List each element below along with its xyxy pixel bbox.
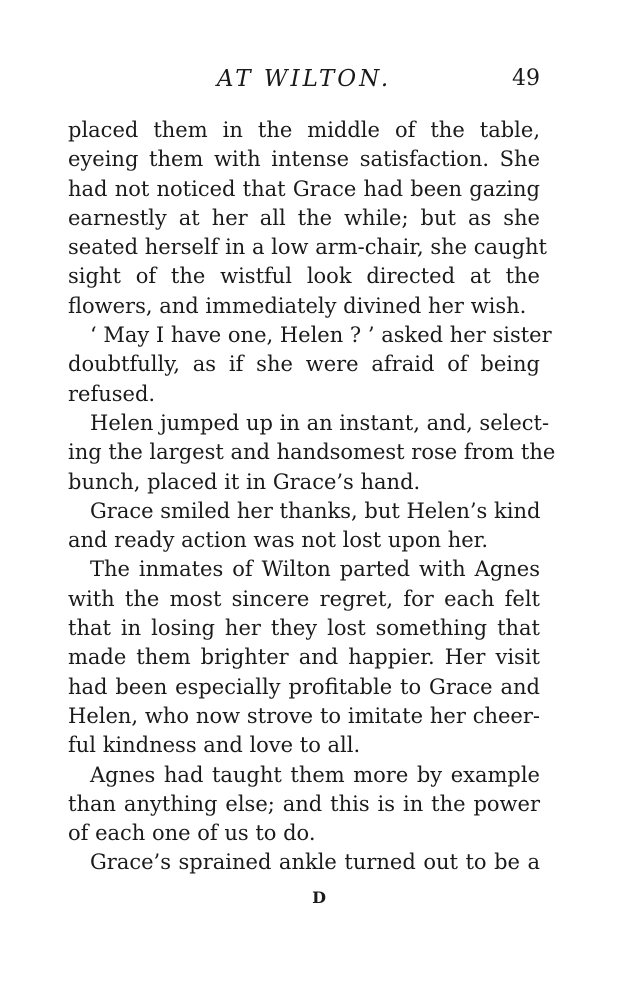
text-line: of each one of us to do. bbox=[68, 821, 316, 846]
text-line: Grace’s sprained ankle turned out to be a bbox=[90, 850, 540, 875]
paragraph bbox=[68, 497, 540, 556]
paragraph bbox=[68, 321, 552, 409]
text-line: Agnes had taught them more by example bbox=[90, 762, 540, 787]
text-line: Helen, who now strove to imitate her cheer- bbox=[68, 703, 540, 728]
text-line: with the most sincere regret, for each felt bbox=[68, 586, 540, 611]
text-line: that in losing her they lost something that bbox=[68, 616, 540, 641]
text-line: had not noticed that Grace had been gazing bbox=[68, 176, 540, 201]
running-title: AT WILTON. bbox=[216, 66, 392, 92]
text-line: ful kindness and love to all. bbox=[68, 733, 361, 758]
text-line: sight of the wistful look directed at the bbox=[68, 264, 540, 289]
paragraph bbox=[68, 761, 540, 849]
signature-mark: D bbox=[312, 888, 327, 907]
text-line: and ready action was not lost upon her. bbox=[68, 528, 489, 553]
text-line: placed them in the middle of the table, bbox=[68, 118, 540, 142]
text-line: Grace smiled her thanks, but Helen’s kind bbox=[90, 498, 541, 523]
text-line: ing the largest and handsomest rose from the bbox=[68, 440, 556, 465]
page-header bbox=[68, 66, 540, 102]
text-line: eyeing them with intense satisfaction. She bbox=[68, 147, 540, 172]
text-line: The inmates of Wilton parted with Agnes bbox=[90, 557, 540, 582]
text-line: bunch, placed it in Grace’s hand. bbox=[68, 469, 421, 494]
body-text bbox=[68, 116, 556, 878]
text-line: refused. bbox=[68, 381, 156, 406]
text-line: Helen jumped up in an instant, and, select- bbox=[90, 410, 550, 435]
text-line: ‘ May I have one, Helen ? ’ asked her sister bbox=[90, 323, 552, 348]
text-line: earnestly at her all the while; but as she bbox=[68, 205, 540, 230]
paragraph bbox=[68, 555, 540, 760]
paragraph bbox=[68, 116, 547, 321]
text-line: made them brighter and happier. Her visit bbox=[68, 645, 540, 670]
paragraph bbox=[68, 848, 540, 877]
text-line: than anything else; and this is in the power bbox=[68, 791, 540, 816]
text-line: seated herself in a low arm-chair, she caught bbox=[68, 235, 547, 260]
text-line: doubtfully, as if she were afraid of being bbox=[68, 352, 540, 377]
page-number: 49 bbox=[512, 66, 540, 91]
paragraph bbox=[68, 409, 556, 497]
text-line: flowers, and immediately divined her wish. bbox=[68, 293, 527, 318]
text-line: had been especially profitable to Grace and bbox=[68, 674, 540, 699]
